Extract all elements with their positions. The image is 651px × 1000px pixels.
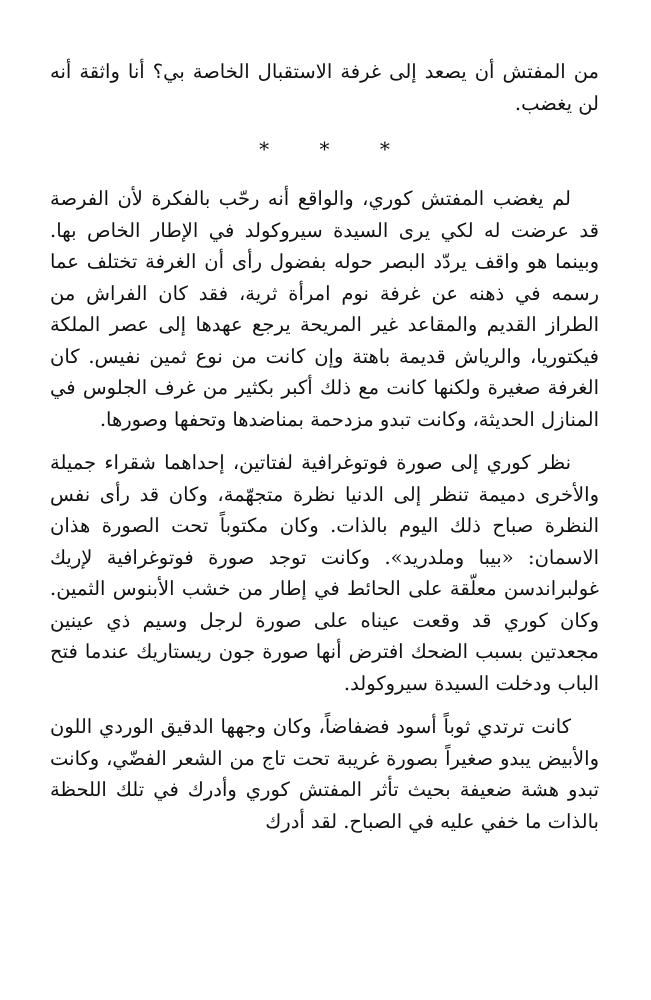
section-separator: * * *: [259, 137, 412, 161]
paragraph-gap: [50, 699, 599, 711]
paragraph-room-description: لم يغضب المفتش كوري، والواقع أنه رحّب بالفكرة لأن الفرصة قد عرضت له لكي يرى السيدة سيروكولد في الإطار الخاص بها. وبينما هو واقف يردّد البصر حوله بفضول رأى أن الغرفة تختلف عما رسمه في ذهنه عن غرفة نوم امرأة ثرية، فقد كان الفراش من الطراز القديم والمقاعد غير المريحة يرجع عهدها إلى عصر الملكة فيكتوريا، والرياش قديمة باهتة وإن كانت من نوع ثمين نفيس. كان الغرفة صغيرة ولكنها كانت مع ذلك أكبر بكثير من غرف الجلوس في المنازل الحديثة، وكانت تبدو مزدحمة بمناضدها وتحفها وصورها.: [50, 187, 599, 431]
paragraph-opening: من المفتش أن يصعد إلى غرفة الاستقبال الخاصة بي؟ أنا واثقة أنه لن يغضب.: [50, 60, 599, 115]
paragraph-gap: [50, 435, 599, 447]
paragraph-mrs-serrocold: كانت ترتدي ثوباً أسود فضفاضاً، وكان وجهها الدقيق الوردي اللون والأبيض يبدو صغيراً بصورة غريبة تحت تاج من الشعر الفضّي، وكانت تبدو هشة ضعيفة بحيث تأثر المفتش كوري وأدرك في تلك اللحظة بالذات ما خفي عليه في الصباح. لقد أدرك: [50, 715, 599, 833]
paragraph-photographs: نظر كوري إلى صورة فوتوغرافية لفتاتين، إحداهما شقراء جميلة والأخرى دميمة تنظر إلى الدنيا نظرة متجهّمة، وكان قد رأى نفس النظرة صباح ذلك اليوم بالذات. وكان مكتوباً تحت الصورة هذان الاسمان: «بيبا وملدريد». وكانت توجد صورة فوتوغرافية لإريك غولبراندسن معلّقة على الحائط في إطار من خشب الأبنوس الثمين. وكان كوري قد وقعت عيناه على صورة لرجل وسيم ذي عينين مجعدتين بسبب الضحك افترض أنها صورة جون ريستاريك عندما فتح الباب ودخلت السيدة سيروكولد.: [50, 451, 599, 695]
